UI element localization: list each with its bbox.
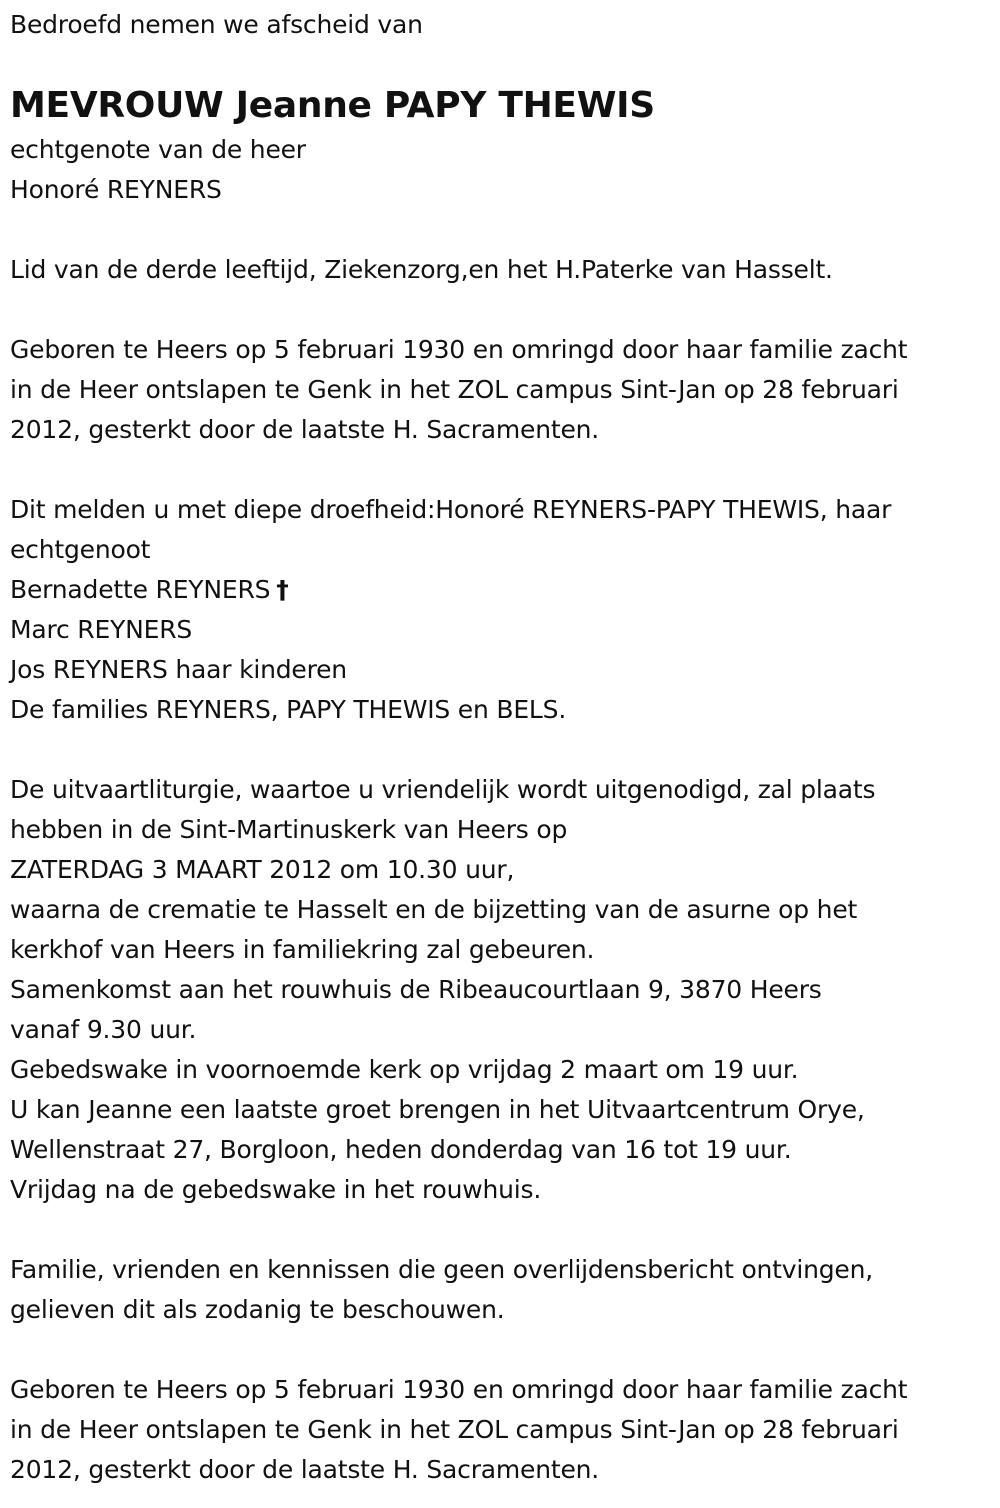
spacer [10,1330,995,1370]
cross-icon: † [276,575,289,604]
deceased-name-title: MEVROUW Jeanne PAPY THEWIS [10,85,655,126]
paragraph-line: gelieven dit als zodanig te beschouwen. [10,1295,505,1324]
membership-line: Lid van de derde leeftijd, Ziekenzorg,en het H.Paterke van Hasselt. [10,255,833,284]
paragraph-line: Samenkomst aan het rouwhuis de Ribeaucourtlaan 9, 3870 Heers [10,975,822,1004]
notice-paragraph [10,1250,995,1330]
paragraph-line: Vrijdag na de gebedswake in het rouwhuis. [10,1175,542,1204]
paragraph-line: Geboren te Heers op 5 februari 1930 en omringd door haar familie zacht [10,335,908,364]
spouse-line-2: Honoré REYNERS [10,175,222,204]
paragraph-line: in de Heer ontslapen te Genk in het ZOL campus Sint-Jan op 28 februari [10,1415,899,1444]
paragraph-line: ZATERDAG 3 MAART 2012 om 10.30 uur, [10,855,515,884]
paragraph-line: hebben in de Sint-Martinuskerk van Heers op [10,815,568,844]
paragraph-line: Wellenstraat 27, Borgloon, heden donderdag van 16 tot 19 uur. [10,1135,792,1164]
announcement-paragraph [10,490,995,730]
spouse-line-1: echtgenote van de heer [10,135,306,164]
paragraph-line: De families REYNERS, PAPY THEWIS en BELS. [10,695,567,724]
spacer [10,210,995,250]
paragraph-line: 2012, gesterkt door de laatste H. Sacramenten. [10,415,600,444]
paragraph-line: Familie, vrienden en kennissen die geen overlijdensbericht ontvingen, [10,1255,874,1284]
deceased-child-name: Bernadette REYNERS [10,575,271,604]
deceased-child-line [10,570,995,610]
paragraph-line: Marc REYNERS [10,615,193,644]
spacer [10,1210,995,1250]
paragraph-line: echtgenoot [10,535,151,564]
funeral-paragraph [10,770,995,1210]
spacer [10,730,995,770]
paragraph-line: Gebedswake in voornoemde kerk op vrijdag 2 maart om 19 uur. [10,1055,799,1084]
paragraph-line: in de Heer ontslapen te Genk in het ZOL campus Sint-Jan op 28 februari [10,375,899,404]
intro-line: Bedroefd nemen we afscheid van [10,10,423,39]
paragraph-line: De uitvaartliturgie, waartoe u vriendelijk wordt uitgenodigd, zal plaats [10,775,876,804]
paragraph-line: waarna de crematie te Hasselt en de bijzetting van de asurne op het [10,895,858,924]
obituary-document [10,0,995,1490]
birth-paragraph [10,330,995,450]
paragraph-line: Dit melden u met diepe droefheid:Honoré REYNERS-PAPY THEWIS, haar [10,495,892,524]
birth-paragraph-repeat [10,1370,995,1490]
paragraph-line: kerkhof van Heers in familiekring zal gebeuren. [10,935,595,964]
spacer [10,450,995,490]
paragraph-line: 2012, gesterkt door de laatste H. Sacramenten. [10,1455,600,1484]
paragraph-line: vanaf 9.30 uur. [10,1015,197,1044]
paragraph-line: U kan Jeanne een laatste groet brengen in het Uitvaartcentrum Orye, [10,1095,865,1124]
paragraph-line: Geboren te Heers op 5 februari 1930 en omringd door haar familie zacht [10,1375,908,1404]
spacer [10,290,995,330]
paragraph-line: Jos REYNERS haar kinderen [10,655,347,684]
